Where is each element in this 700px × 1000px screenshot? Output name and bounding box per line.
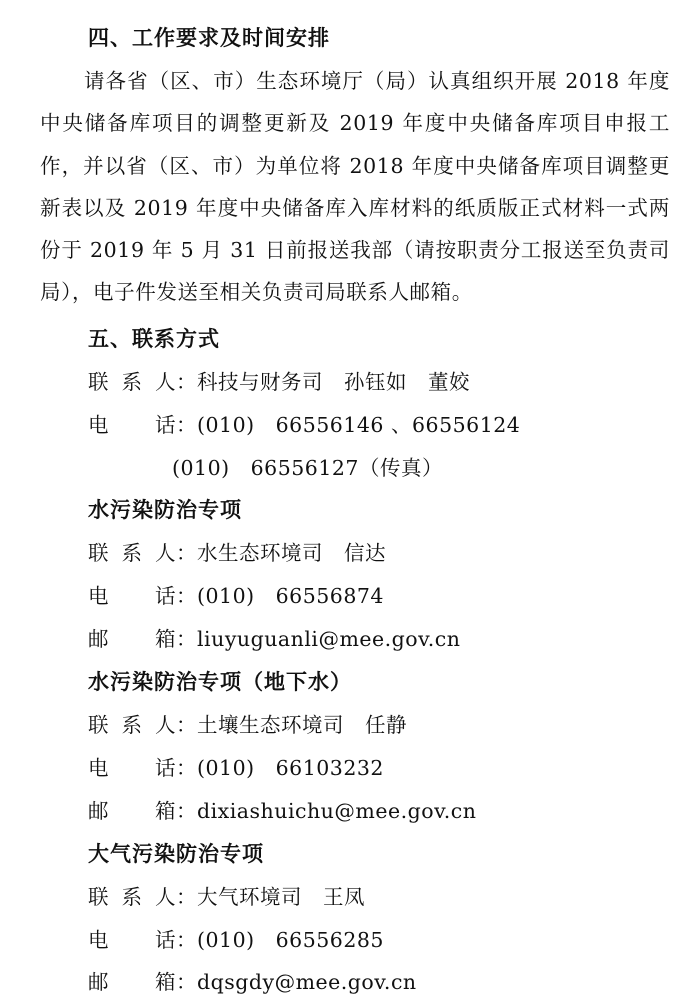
email-label: 邮 箱 [88,627,176,651]
colon: ： [176,756,197,780]
colon: ： [176,713,197,737]
general-phone-value: (010) 66556146 、66556124 [197,413,521,437]
contact-label: 联系人 [88,713,176,737]
contact-label: 联系人 [88,370,176,394]
air-heading: 大气污染防治专项 [88,841,264,866]
contact-label: 联系人 [88,885,176,909]
colon: ： [176,928,197,952]
groundwater-phone-line [88,754,384,782]
email-label: 邮 箱 [88,799,176,823]
water-heading: 水污染防治专项 [88,497,242,522]
groundwater-phone-value: (010) 66103232 [197,756,384,780]
colon: ： [176,885,197,909]
groundwater-contact-value: 土壤生态环境司 任静 [197,713,407,737]
air-email-line [88,968,417,996]
colon: ： [176,370,197,394]
general-fax-line [172,454,443,482]
colon: ： [176,799,197,823]
colon: ： [176,584,197,608]
water-phone-line [88,582,384,610]
general-fax-value: (010) 66556127（传真） [172,456,443,480]
general-contact-value: 科技与财务司 孙钰如 董姣 [197,370,470,394]
groundwater-contact-line [88,711,407,739]
colon: ： [176,970,197,994]
phone-label: 电 话 [88,413,176,437]
phone-label: 电 话 [88,756,176,780]
water-contact-value: 水生态环境司 信达 [197,541,386,565]
water-phone-value: (010) 66556874 [197,584,384,608]
groundwater-email-value[interactable]: dixiashuichu@mee.gov.cn [197,799,477,823]
general-phone-line [88,411,520,439]
colon: ： [176,541,197,565]
section-4-heading: 四、工作要求及时间安排 [88,25,330,50]
air-contact-line [88,883,365,911]
colon: ： [176,413,197,437]
section-4-paragraph: 请各省（区、市）生态环境厅（局）认真组织开展 2018 年度中央储备库项目的调整更新及 2019 年度中央储备库项目申报工作，并以省（区、市）为单位将 2018 年度中央储备库项目调整更新表以及 2019 年度中央储备库入库材料的纸质版正式材料一式两份于 2019 年 5 月 31 日前报送我部（请按职责分工报送至负责司局），电子件发送至相关负责司局联系人邮箱。 [40,69,670,305]
air-phone-line [88,926,384,954]
phone-label: 电 话 [88,928,176,952]
general-contact-line [88,368,470,396]
water-email-value[interactable]: liuyuguanli@mee.gov.cn [197,627,461,651]
air-phone-value: (010) 66556285 [197,928,384,952]
air-email-value[interactable]: dqsgdy@mee.gov.cn [197,970,417,994]
contact-label: 联系人 [88,541,176,565]
air-contact-value: 大气环境司 王凤 [197,885,365,909]
phone-label: 电 话 [88,584,176,608]
colon: ： [176,627,197,651]
email-label: 邮 箱 [88,970,176,994]
water-contact-line [88,539,386,567]
water-email-line [88,625,461,653]
groundwater-heading: 水污染防治专项（地下水） [88,669,352,694]
groundwater-email-line [88,797,476,825]
section-5-heading: 五、联系方式 [88,326,220,351]
